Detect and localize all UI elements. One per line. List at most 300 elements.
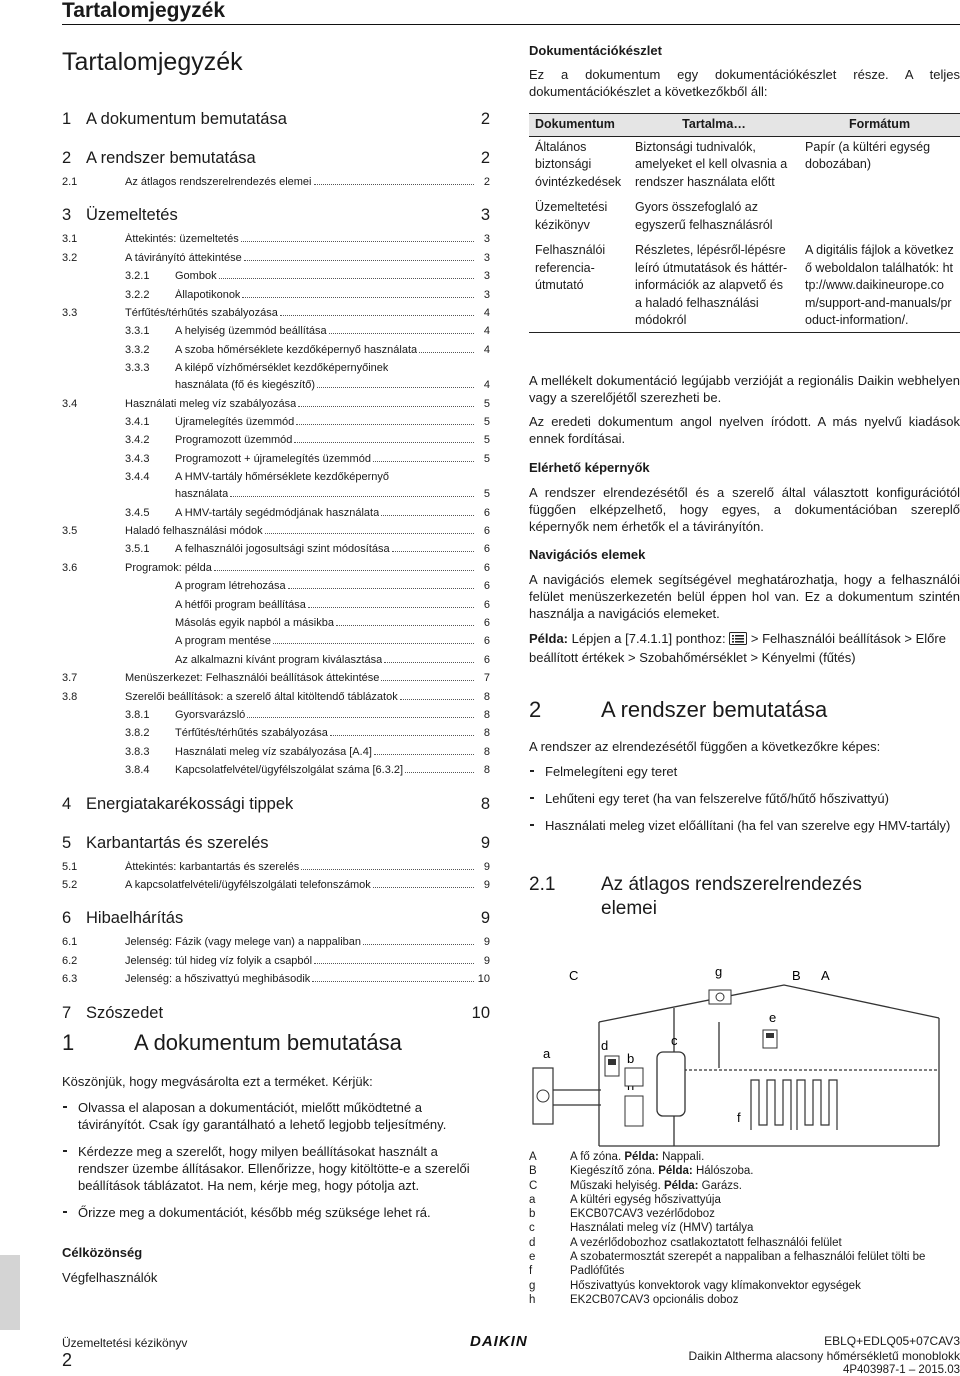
toc-entry-title: Menüszerkezet: Felhasználói beállítások áttekintése	[125, 672, 380, 685]
toc-entry-title: Karbantartás és szerelés	[86, 833, 269, 852]
legend-item	[529, 1279, 960, 1293]
toc-entry-page: 4	[483, 307, 490, 319]
toc-entry-number: 2	[62, 149, 72, 167]
toc-entry-page: 6	[483, 561, 490, 574]
page-header-title: Tartalomjegyzék	[62, 0, 226, 22]
toc-entry-number: 6	[62, 909, 72, 928]
list-item: Felmelegíteni egy teret	[529, 763, 960, 780]
toc-chapter[interactable]	[62, 1004, 490, 1023]
toc-entry-number: 3.7	[62, 672, 78, 685]
section-2-bullets	[529, 763, 960, 844]
toc-entry-title: A szoba hőmérséklete kezdőképernyő használata	[175, 343, 418, 356]
toc-entry-number: 3.8.1	[125, 709, 150, 721]
legend-key: d	[529, 1236, 536, 1249]
legend-text	[570, 1207, 715, 1221]
zone-label: A	[821, 968, 830, 983]
system-layout-diagram	[529, 960, 960, 1148]
toc-leader	[317, 387, 474, 388]
doc-set-text: Ez a dokumentum egy dokumentációkészlet része. A teljes dokumentációkészlet a következőkből áll:	[529, 67, 960, 99]
section-1-number: 1	[62, 1030, 75, 1055]
legend-description: A fő zóna.	[570, 1151, 625, 1163]
example-path: > Felhasználói beállítások > Előre beállított értékek > Szobahőmérséklet > Kényelmi (fűtés)	[529, 631, 946, 665]
user-interface-icon	[605, 1056, 619, 1076]
toc-entry-number: 4	[62, 794, 72, 813]
section-1-intro: Köszönjük, hogy megvásárolta ezt a terméket. Kérjük:	[62, 1074, 373, 1089]
legend-example-value: Hálószoba.	[692, 1165, 754, 1178]
toc-entry-title: Másolás egyik napból a másikba	[175, 617, 334, 629]
section-2-1-number: 2.1	[529, 874, 556, 895]
legend-text	[570, 1221, 753, 1235]
toc-entry-number: 3.3.2	[125, 343, 150, 356]
toc-entry-title: A helyiség üzemmód beállítása	[175, 325, 327, 338]
toc-entry-title: Hibaelhárítás	[86, 909, 184, 928]
toc-entry-number: 3.8.2	[125, 727, 150, 740]
toc-leader	[336, 625, 474, 626]
brand-logo-text: DAIKIN	[470, 1333, 528, 1350]
table-cell: Gyors összefoglaló az egyszerű felhasználásról	[635, 200, 773, 232]
toc-entry[interactable]	[62, 233, 490, 245]
legend-key: e	[529, 1251, 536, 1264]
toc-entry[interactable]	[62, 434, 490, 446]
toc-entry-title: Energiatakarékossági tippek	[86, 794, 294, 813]
page-edge-marker	[0, 1255, 20, 1330]
toc-entry-page: 6	[483, 506, 490, 519]
toc-entry-page: 5	[483, 416, 490, 428]
legend-description: EK2CB07CAV3 opcionális doboz	[570, 1293, 739, 1306]
toc-entry-page: 4	[483, 379, 490, 392]
menu-icon	[729, 632, 747, 649]
table-cell	[799, 197, 960, 240]
legend-key: B	[529, 1165, 537, 1178]
legend-key: b	[529, 1208, 536, 1221]
legend-example-value: Garázs.	[698, 1179, 742, 1192]
toc-entry-page: 9	[483, 879, 490, 891]
pipes	[553, 1090, 601, 1105]
component-label: c	[671, 1033, 678, 1048]
toc-entry-title: Jelenség: Fázik (vagy melege van) a nappaliban	[125, 936, 362, 949]
list-item: Lehűteni egy teret (ha van felszerelve fűtő/hűtő hőszivattyú)	[529, 790, 960, 807]
toc-entry[interactable]	[62, 672, 490, 684]
toc-entry[interactable]	[62, 362, 490, 374]
toc-entry-page: 4	[483, 343, 490, 356]
toc-entry-title: Térfűtés/térhűtés szabályozása	[175, 727, 328, 740]
example-label: Példa:	[529, 631, 569, 646]
toc-entry-title: A program mentése	[175, 635, 271, 648]
table-cell: Részletes, lépésről-lépésre leíró útmutatások és háttér-információk az alapvető és a haladó felhasználási módokról	[629, 240, 799, 332]
toc-entry-number: 5	[62, 833, 72, 852]
toc-entry-number: 5.2	[62, 879, 78, 891]
toc-entry-page: 8	[483, 764, 490, 777]
toc-leader	[294, 442, 474, 443]
toc-chapter[interactable]	[62, 206, 490, 225]
toc-entry[interactable]	[62, 507, 490, 519]
toc-entry[interactable]	[62, 289, 490, 301]
table-cell: Általános biztonsági óvintézkedések	[535, 139, 622, 189]
toc-entry[interactable]	[62, 416, 490, 428]
toc-entry-number: 3.8	[62, 690, 78, 703]
toc-entry[interactable]	[62, 691, 490, 703]
toc-entry-number: 2.1	[62, 176, 78, 188]
toc-entry-number: 3.3	[62, 307, 78, 319]
toc-entry[interactable]	[62, 344, 490, 356]
toc-entry-page: 5	[483, 488, 490, 501]
toc-leader	[312, 981, 474, 982]
toc-entry-page: 2	[480, 149, 490, 167]
toc-leader	[381, 515, 474, 516]
toc-entry[interactable]	[62, 936, 490, 948]
toc-entry-number: 3.5.1	[125, 543, 150, 556]
brand-logo	[470, 1333, 528, 1350]
toc-leader	[381, 680, 474, 681]
toc-entry[interactable]	[62, 599, 490, 611]
section-2-heading	[529, 697, 827, 723]
legend-description: Padlófűtés	[570, 1265, 625, 1278]
table-row	[529, 197, 960, 240]
section-2-1-heading	[529, 873, 960, 921]
toc-entry-page: 6	[483, 653, 490, 666]
toc-entry-number: 3.4	[62, 397, 78, 410]
toc-entry[interactable]	[62, 764, 490, 776]
toc-entry[interactable]	[62, 252, 490, 264]
legend-item	[529, 1193, 960, 1207]
legend-key: g	[529, 1279, 536, 1292]
toc-entry-page: 6	[483, 635, 490, 648]
toc-entry[interactable]	[62, 727, 490, 739]
legend-item	[529, 1164, 960, 1178]
toc-entry-title: Programozott üzemmód	[175, 434, 293, 447]
legend-text	[570, 1264, 624, 1278]
toc-entry-title: Áttekintés: karbantartás és szerelés	[125, 860, 300, 873]
navigation-heading: Navigációs elemek	[529, 547, 646, 562]
toc-entry[interactable]	[62, 879, 490, 891]
toc-entry[interactable]	[62, 471, 490, 483]
toc-leader	[329, 333, 474, 334]
toc-leader	[265, 533, 474, 534]
toc-entry-title: Az alkalmazni kívánt program kiválasztása	[175, 653, 383, 666]
toc-entry-page: 3	[483, 251, 490, 264]
target-audience-text: Végfelhasználók	[62, 1270, 158, 1285]
toc-entry-continuation[interactable]	[175, 488, 490, 500]
toc-entry-number: 3.8.4	[125, 764, 150, 777]
toc-chapter[interactable]	[62, 110, 490, 129]
toc-entry[interactable]	[62, 955, 490, 967]
page-header	[62, 0, 960, 25]
toc-entry[interactable]	[62, 270, 490, 282]
toc-entry-number: 6.2	[62, 954, 78, 967]
toc-entry-page: 9	[483, 954, 490, 967]
toc-leader	[273, 643, 474, 644]
toc-leader	[288, 588, 474, 589]
toc-leader	[247, 717, 474, 718]
toc-entry[interactable]	[62, 654, 490, 666]
toc-entry-title: Szószedet	[86, 1003, 164, 1022]
zone-label: g	[715, 964, 723, 979]
floor-heating-icon	[751, 1080, 837, 1130]
zone-label: C	[569, 968, 579, 983]
legend-item	[529, 1236, 960, 1250]
legend-item	[529, 1264, 960, 1278]
section-1-bullets	[62, 1099, 492, 1231]
control-box-icon	[625, 1068, 643, 1086]
toc-leader	[242, 297, 474, 298]
toc-entry-page: 6	[483, 525, 490, 537]
section-1-title: A dokumentum bemutatása	[134, 1030, 402, 1055]
toc-entry-page: 10	[477, 973, 490, 986]
toc-entry-page: 2	[483, 176, 490, 188]
legend-text	[570, 1250, 925, 1264]
convector-icon	[709, 990, 731, 1004]
toc-entry-page: 10	[471, 1003, 490, 1022]
toc-entry-page: 9	[483, 936, 490, 949]
toc-entry-title: Gombok	[175, 270, 217, 283]
toc-entry-page: 6	[483, 543, 490, 556]
toc-leader	[384, 662, 474, 663]
toc-entry-page: 3	[483, 233, 490, 246]
legend-text	[570, 1179, 742, 1193]
toc-entry[interactable]	[62, 398, 490, 410]
legend-key: A	[529, 1151, 537, 1163]
toc-entry-page: 9	[480, 909, 490, 928]
legend-description: EKCB07CAV3 vezérlődoboz	[570, 1208, 715, 1221]
column-header: Tartalma…	[629, 114, 799, 137]
toc-entry-number: 3.2.2	[125, 288, 150, 301]
footer-product: Daikin Altherma alacsony hőmérsékletű monoblokk	[688, 1349, 960, 1363]
legend-text	[570, 1236, 842, 1250]
legend-key: h	[529, 1293, 536, 1306]
diagram-legend	[529, 1150, 960, 1307]
toc-entry-title: Programozott + újramelegítés üzemmód	[175, 452, 371, 465]
legend-description: Használati meleg víz (HMV) tartálya	[570, 1222, 754, 1235]
footer-doc-type: Üzemeltetési kézikönyv	[62, 1336, 188, 1350]
toc-entry-number: 6.1	[62, 936, 78, 949]
toc-entry-page: 2	[480, 110, 490, 128]
toc-entry-title: Programok: példa	[125, 561, 212, 574]
toc-leader	[280, 315, 474, 316]
toc-entry-number: 3.4.2	[125, 434, 150, 447]
toc-entry-number: 3.4.3	[125, 452, 150, 465]
toc-entry-title: Jelenség: a hőszivattyú meghibásodik	[125, 973, 311, 986]
toc-entry-title: Az átlagos rendszerelrendezés elemei	[125, 176, 312, 188]
toc-entry[interactable]	[62, 709, 490, 721]
table-header-row	[529, 114, 960, 137]
toc-entry-title: A program létrehozása	[175, 580, 286, 593]
toc-leader	[244, 260, 474, 261]
toc-leader	[374, 754, 474, 755]
toc-leader	[241, 241, 474, 242]
toc-entry-number: 6.3	[62, 973, 78, 986]
section-2-intro: A rendszer az elrendezésétől függően a következőkre képes:	[529, 739, 881, 754]
toc-leader	[405, 772, 474, 773]
toc-entry-title: A kilépő vízhőmérséklet kezdőképernyőinek	[175, 362, 389, 375]
legend-key: C	[529, 1179, 538, 1192]
available-screens-text: A rendszer elrendezésétől és a szerelő által választott konfigurációtól függően elképzelhető, hogy egyes, a dokumentációban szereplő képernyők nem érhetők el a távirányítón.	[529, 485, 960, 534]
toc-leader	[230, 496, 474, 497]
component-label: e	[769, 1010, 777, 1025]
toc-entry-number: 7	[62, 1003, 72, 1022]
legend-example-label: Példa:	[663, 1179, 699, 1192]
navigation-text: A navigációs elemek segítségével meghatározhatja, hogy a felhasználói felület menüszerkezetén belül éppen hol van. Ez a dokumentum szintén használja a navigációs elemeket.	[529, 572, 960, 621]
component-label: b	[627, 1051, 635, 1066]
toc-leader	[296, 424, 474, 425]
table-cell: A digitális fájlok a következő weboldalon találhatók: http://www.daikineurope.com/support-and-manuals/product-information/.	[799, 240, 960, 332]
toc-entry-number: 3.2.1	[125, 270, 150, 283]
documentation-table	[529, 113, 960, 333]
legend-text	[570, 1279, 861, 1293]
toc-entry-title: Újramelegítés üzemmód	[175, 416, 295, 428]
toc-entry-page: 6	[483, 598, 490, 611]
toc-entry[interactable]	[62, 307, 490, 319]
list-item: Használati meleg vizet előállítani (ha fel van szerelve egy HMV-tartály)	[529, 817, 960, 834]
toc-entry-title: A HMV-tartály segédmódjának használata	[175, 506, 380, 519]
toc-entry[interactable]	[62, 973, 490, 985]
toc-leader	[400, 699, 474, 700]
zone-label: B	[792, 968, 801, 983]
toc-entry-title: Jelenség: túl hideg víz folyik a csapból	[125, 954, 313, 967]
toc-entry[interactable]	[62, 176, 490, 188]
toc-entry-page: 8	[480, 794, 490, 813]
toc-entry-page: 5	[483, 397, 490, 410]
toc-leader	[314, 184, 475, 185]
note-original-language: Az eredeti dokumentum angol nyelven íródott. A más nyelvű kiadások ennek fordításai.	[529, 414, 960, 446]
toc-entry-title: A HMV-tartály hőmérséklete kezdőképernyő	[175, 471, 389, 484]
list-item: Kérdezze meg a szerelőt, hogy milyen beállításokat használt a rendszer üzembe állításakor. Ellenőrizze, hogy kitöltötte-e a szerelői beállítások táblázatot. Ha nem, kérje meg, hogy pótolja azt.	[62, 1143, 492, 1194]
toc-entry-page: 3	[480, 206, 490, 225]
toc-entry-number: 3.3.3	[125, 362, 150, 375]
toc-entry-title: A távirányító áttekintése	[125, 251, 242, 264]
toc-entry-title: Szerelői beállítások: a szerelő által kitöltendő táblázatok	[125, 690, 398, 703]
legend-item	[529, 1221, 960, 1235]
toc-entry-number: 3.3.1	[125, 325, 150, 338]
legend-text	[570, 1150, 704, 1164]
footer-model: EBLQ+EDLQ05+07CAV3	[824, 1334, 960, 1348]
legend-text	[570, 1164, 753, 1178]
toc-entry-number: 1	[62, 110, 72, 128]
target-audience-heading: Célközönség	[62, 1245, 143, 1260]
toc-entry-number: 3.4.5	[125, 506, 150, 519]
toc-entry-number: 3.2	[62, 251, 78, 264]
toc-chapter[interactable]	[62, 909, 490, 928]
toc-entry-title: Gyorsvarázsló	[175, 709, 246, 721]
room-interface-icon	[763, 1030, 777, 1048]
legend-description: A szobatermosztát szerepét a nappaliban a felhasználói felület tölti be	[570, 1251, 926, 1264]
toc-entry-page: 4	[483, 325, 490, 338]
legend-example-value: Nappali.	[658, 1151, 705, 1163]
toc-leader	[301, 869, 474, 870]
legend-item	[529, 1179, 960, 1193]
toc-chapter[interactable]	[62, 834, 490, 853]
table-row	[529, 136, 960, 197]
toc-entry-page: 5	[483, 452, 490, 465]
toc-entry-page: 6	[483, 580, 490, 593]
legend-key: c	[529, 1222, 535, 1235]
toc-entry[interactable]	[62, 746, 490, 758]
toc-entry-title: A dokumentum bemutatása	[86, 110, 287, 128]
section-2-1-title: Az átlagos rendszerelrendezés elemei	[601, 874, 862, 919]
toc-leader	[298, 406, 474, 407]
toc-entry[interactable]	[62, 525, 490, 537]
toc-leader	[330, 735, 474, 736]
toc-entry-title: Üzemeltetés	[86, 206, 178, 225]
toc-entry-title: A kapcsolatfelvételi/ügyfélszolgálati telefonszámok	[125, 879, 371, 891]
list-item: Őrizze meg a dokumentációt, később még szüksége lehet rá.	[62, 1204, 492, 1221]
toc-entry-page: 8	[483, 690, 490, 703]
note-latest-version: A mellékelt dokumentáció legújabb verzióját a regionális Daikin webhelyen vagy a szerelőjétől szerezheti be.	[529, 373, 960, 405]
toc-entry-title: Állapotikonok	[175, 288, 241, 301]
legend-description: A vezérlődobozhoz csatlakoztatott felhasználói felület	[570, 1236, 842, 1249]
toc-entry[interactable]	[62, 580, 490, 592]
toc-entry-number: 3.1	[62, 233, 78, 246]
toc-leader	[392, 551, 474, 552]
toc-leader	[373, 887, 474, 888]
toc-entry[interactable]	[62, 635, 490, 647]
list-item: Olvassa el alaposan a dokumentációt, mielőtt működtetné a távirányítót. Csak így garantálható a lehető legjobb teljesítmény.	[62, 1099, 492, 1133]
toc-entry-number: 3.4.1	[125, 416, 150, 428]
toc-entry-page: 9	[480, 833, 490, 852]
toc-entry-number: 3	[62, 206, 72, 225]
legend-text	[570, 1193, 721, 1207]
legend-key: f	[529, 1265, 533, 1278]
navigation-example	[529, 630, 960, 666]
legend-example-label: Példa:	[624, 1151, 659, 1163]
table-cell: Üzemeltetési kézikönyv	[535, 200, 608, 232]
toc-leader	[373, 461, 474, 462]
toc-title: Tartalomjegyzék	[62, 48, 243, 76]
table-cell: Papír (a kültéri egység dobozában)	[805, 139, 931, 171]
toc-entry-page: 3	[483, 288, 490, 301]
legend-key: a	[529, 1193, 536, 1206]
toc-chapter[interactable]	[62, 795, 490, 814]
toc-entry-title: Haladó felhasználási módok	[125, 525, 263, 537]
toc-entry-title: Térfűtés/térhűtés szabályozása	[125, 307, 278, 319]
toc-entry-number: 3.8.3	[125, 745, 150, 758]
legend-description: Hőszivattyús konvektorok vagy klímakonvektor egységek	[570, 1279, 861, 1292]
toc-leader	[419, 352, 474, 353]
toc-entry[interactable]	[62, 453, 490, 465]
toc-entry-title: használata	[175, 488, 229, 501]
toc-entry[interactable]	[62, 562, 490, 574]
legend-description: Műszaki helyiség.	[570, 1179, 664, 1192]
toc-chapter[interactable]	[62, 149, 490, 168]
toc-entry-title: használata (fő és kiegészítő)	[175, 379, 316, 392]
doc-set-heading: Dokumentációkészlet	[529, 43, 662, 58]
toc-leader	[314, 963, 474, 964]
toc-entry[interactable]	[62, 543, 490, 555]
toc-entry-title: Áttekintés: üzemeltetés	[125, 233, 239, 246]
toc-entry[interactable]	[62, 861, 490, 873]
dhw-tank-icon	[657, 1052, 685, 1116]
legend-description: A kültéri egység hőszivattyúja	[570, 1193, 721, 1206]
toc-entry-page: 7	[483, 672, 490, 685]
component-label: a	[543, 1046, 551, 1061]
table-cell: Felhasználói referencia-útmutató	[529, 240, 629, 332]
toc-entry-page: 8	[483, 727, 490, 740]
toc-entry-number: 3.4.4	[125, 471, 150, 484]
toc-entry[interactable]	[62, 617, 490, 629]
toc-entry[interactable]	[62, 325, 490, 337]
toc-entry-title: A hétfői program beállítása	[175, 598, 306, 611]
table-cell: Biztonsági tudnivalók, amelyeket el kell olvasnia a rendszer használata előtt	[635, 139, 788, 189]
component-label: f	[737, 1110, 741, 1125]
legend-item	[529, 1293, 960, 1307]
option-box-icon	[625, 1096, 643, 1126]
legend-item	[529, 1150, 960, 1164]
available-screens-heading: Elérhető képernyők	[529, 460, 650, 475]
toc-entry-title: Használati meleg víz szabályozása	[125, 397, 297, 410]
footer-code: 4P403987-1 – 2015.03	[842, 1364, 960, 1376]
toc-entry-continuation[interactable]	[175, 379, 490, 391]
toc-entry-number: 5.1	[62, 860, 78, 873]
toc-entry-title: A rendszer bemutatása	[86, 149, 256, 167]
